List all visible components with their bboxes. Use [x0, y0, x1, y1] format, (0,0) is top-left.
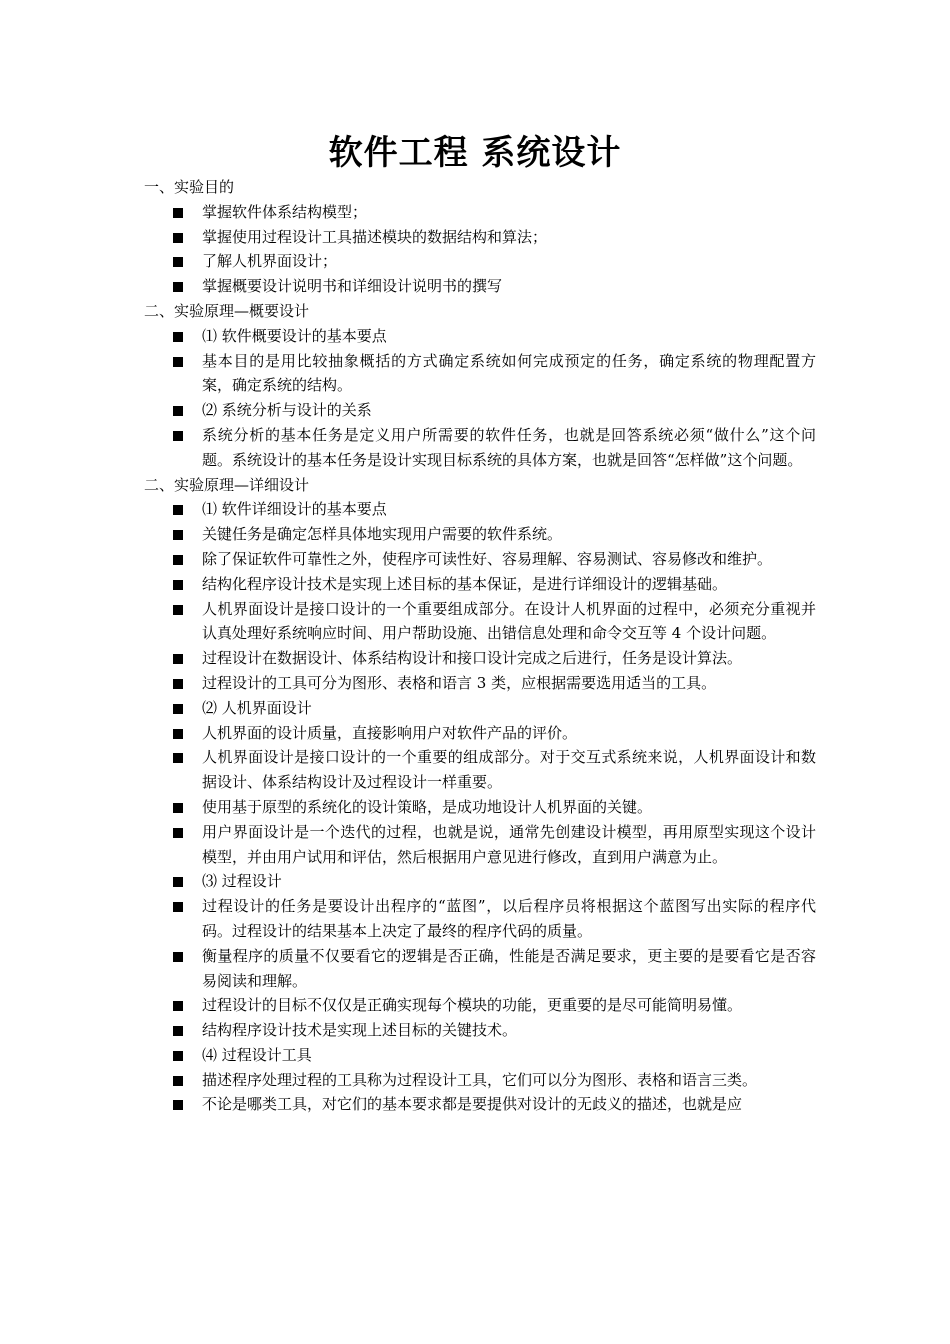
square-bullet-icon: [173, 1100, 183, 1110]
list-item-text: 用户界面设计是一个迭代的过程，也就是说，通常先创建设计模型，再用原型实现这个设计模型，并由用户试用和评估，然后根据用户意见进行修改，直到用户满意为止。: [202, 822, 816, 866]
square-bullet-icon: [173, 803, 183, 813]
square-bullet-icon: [173, 505, 183, 515]
list-item: [144, 646, 816, 671]
list-item: [144, 225, 816, 250]
list-item: [144, 869, 816, 894]
list-item: [144, 1043, 816, 1068]
list-item: [144, 721, 816, 746]
list-item-text: 过程设计在数据设计、体系结构设计和接口设计完成之后进行，任务是设计算法。: [202, 649, 743, 668]
square-bullet-icon: [173, 654, 183, 664]
list-item-text: 掌握概要设计说明书和详细设计说明书的撰写: [202, 277, 503, 296]
list-item: [144, 745, 816, 795]
list-item: [144, 423, 816, 473]
square-bullet-icon: [173, 704, 183, 714]
list-item-text: 基本目的是用比较抽象概括的方式确定系统如何完成预定的任务，确定系统的物理配置方案，确定系统的结构。: [202, 351, 816, 395]
list-item-text: 结构化程序设计技术是实现上述目标的基本保证，是进行详细设计的逻辑基础。: [202, 574, 728, 593]
list-item: [144, 249, 816, 274]
square-bullet-icon: [173, 679, 183, 689]
list-item-text: 过程设计的任务是要设计出程序的“蓝图”，以后程序员将根据这个蓝图写出实际的程序代码。过程设计的结果基本上决定了最终的程序代码的质量。: [202, 897, 816, 940]
list-item: [144, 993, 816, 1018]
square-bullet-icon: [173, 555, 183, 565]
square-bullet-icon: [173, 828, 183, 838]
list-item: [144, 572, 816, 597]
document-title: 软件工程 系统设计: [328, 133, 622, 173]
list-item-text: 衡量程序的质量不仅要看它的逻辑是否正确，性能是否满足要求，更主要的是要看它是否容易阅读和理解。: [202, 946, 816, 990]
list-item-text: ⑷ 过程设计工具: [202, 1045, 312, 1064]
square-bullet-icon: [173, 753, 183, 763]
list-item: [144, 1092, 816, 1117]
list-item-text: 了解人机界面设计；: [202, 252, 338, 271]
list-item: [144, 820, 816, 870]
document-body: [144, 175, 816, 1117]
list-item: [144, 671, 816, 696]
list-item: [144, 522, 816, 547]
square-bullet-icon: [173, 406, 183, 416]
section-heading: 二、实验原理—详细设计: [144, 475, 310, 494]
list-item-text: ⑴ 软件详细设计的基本要点: [202, 500, 387, 519]
list-item-text: ⑵ 人机界面设计: [202, 698, 312, 717]
list-item: [144, 795, 816, 820]
section-heading: 二、实验原理—概要设计: [144, 301, 310, 320]
list-item-text: 人机界面设计是接口设计的一个重要的组成部分。对于交互式系统来说，人机界面设计和数据设计、体系结构设计及过程设计一样重要。: [202, 748, 816, 792]
square-bullet-icon: [173, 431, 183, 441]
square-bullet-icon: [173, 530, 183, 540]
square-bullet-icon: [173, 208, 183, 218]
list-item-text: 过程设计的工具可分为图形、表格和语言 3 类，应根据需要选用适当的工具。: [202, 673, 717, 692]
list-item-text: 掌握软件体系结构模型；: [202, 202, 368, 221]
square-bullet-icon: [173, 233, 183, 243]
square-bullet-icon: [173, 580, 183, 590]
list-item-text: 人机界面的设计质量，直接影响用户对软件产品的评价。: [202, 723, 578, 742]
list-item: [144, 274, 816, 299]
list-item-text: 关键任务是确定怎样具体地实现用户需要的软件系统。: [202, 525, 563, 544]
list-item-text: 掌握使用过程设计工具描述模块的数据结构和算法；: [202, 227, 548, 246]
list-item-text: 结构程序设计技术是实现上述目标的关键技术。: [202, 1021, 518, 1040]
square-bullet-icon: [173, 1051, 183, 1061]
list-item: [144, 398, 816, 423]
section-heading: 一、实验目的: [144, 178, 235, 196]
square-bullet-icon: [173, 282, 183, 292]
square-bullet-icon: [173, 902, 183, 912]
list-item-text: 系统分析的基本任务是定义用户所需要的软件任务，也就是回答系统必须“做什么”这个问题。系统设计的基本任务是设计实现目标系统的具体方案，也就是回答“怎样做”这个问题。: [202, 425, 816, 469]
list-item: [144, 894, 816, 944]
list-item: [144, 200, 816, 225]
square-bullet-icon: [173, 952, 183, 962]
list-item-text: ⑵ 系统分析与设计的关系: [202, 401, 372, 420]
list-item-text: 过程设计的目标不仅仅是正确实现每个模块的功能，更重要的是尽可能简明易懂。: [202, 996, 743, 1015]
list-item-text: 除了保证软件可靠性之外，使程序可读性好、容易理解、容易测试、容易修改和维护。: [202, 549, 773, 568]
list-item: [144, 696, 816, 721]
list-item: [144, 1068, 816, 1093]
list-item: [144, 547, 816, 572]
list-item-text: 人机界面设计是接口设计的一个重要组成部分。在设计人机界面的过程中，必须充分重视并认真处理好系统响应时间、用户帮助设施、出错信息处理和命令交互等 4 个设计问题。: [202, 599, 816, 643]
list-item-text: ⑶ 过程设计: [202, 872, 282, 891]
square-bullet-icon: [173, 1026, 183, 1036]
square-bullet-icon: [173, 257, 183, 267]
square-bullet-icon: [173, 877, 183, 887]
list-item-text: ⑴ 软件概要设计的基本要点: [202, 326, 387, 345]
list-item-text: 描述程序处理过程的工具称为过程设计工具，它们可以分为图形、表格和语言三类。: [202, 1070, 758, 1089]
list-item: [144, 944, 816, 994]
square-bullet-icon: [173, 605, 183, 615]
list-item: [144, 497, 816, 522]
square-bullet-icon: [173, 1076, 183, 1086]
square-bullet-icon: [173, 332, 183, 342]
list-item: [144, 1018, 816, 1043]
list-item-text: 使用基于原型的系统化的设计策略，是成功地设计人机界面的关键。: [202, 797, 653, 816]
list-item: [144, 597, 816, 647]
list-item: [144, 349, 816, 399]
list-item-text: 不论是哪类工具，对它们的基本要求都是要提供对设计的无歧义的描述，也就是应: [202, 1095, 743, 1114]
square-bullet-icon: [173, 357, 183, 367]
square-bullet-icon: [173, 1001, 183, 1011]
list-item: [144, 324, 816, 349]
square-bullet-icon: [173, 729, 183, 739]
